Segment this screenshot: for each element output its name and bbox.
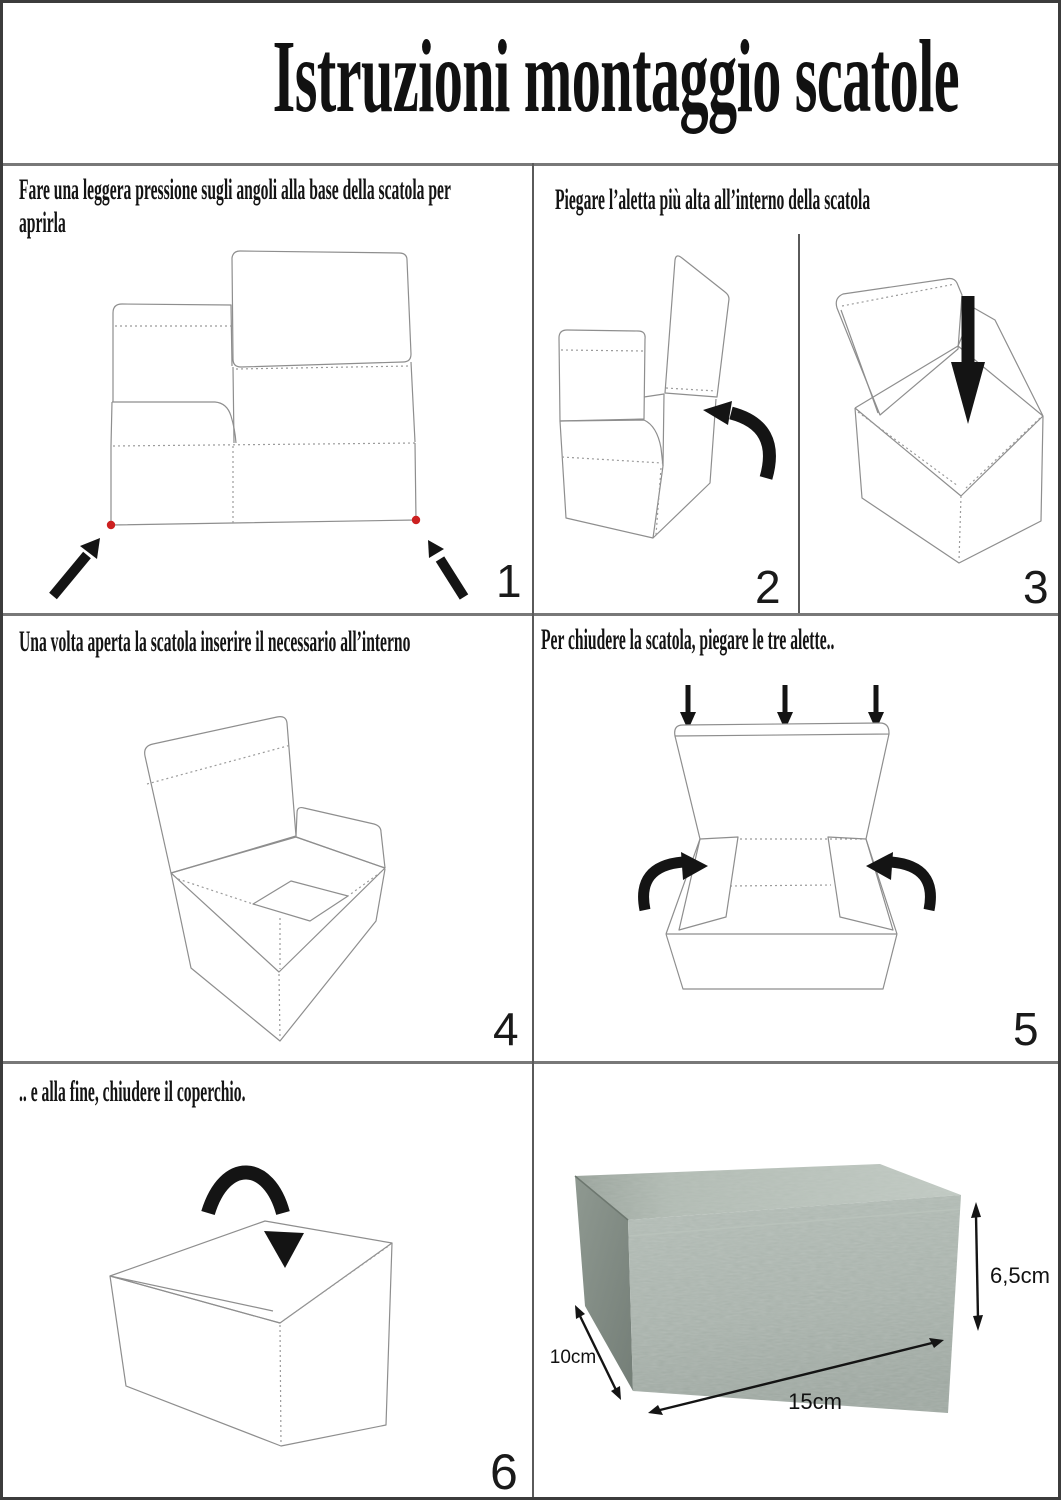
box-photo <box>575 1164 961 1413</box>
step6-close-lid-drawing <box>3 1061 532 1500</box>
step-number: 1 <box>496 555 522 607</box>
box-left-flap <box>113 304 232 402</box>
step1-caption: Fare una leggera pressione sugli angoli alla base della scatola per aprirla <box>19 173 451 239</box>
width-label: 15cm <box>788 1389 842 1414</box>
fold-arrow-icon <box>866 852 930 910</box>
press-arrow-icon <box>53 538 100 596</box>
lid-crease <box>110 1276 280 1323</box>
back-wall <box>675 734 889 839</box>
step2-fold-flap-drawing <box>533 163 798 613</box>
tall-flap <box>665 256 729 397</box>
step-number: 5 <box>1013 1003 1039 1055</box>
box-bottom-band <box>111 443 416 525</box>
step5-fold-three-flaps-drawing <box>533 613 1061 1061</box>
down-arrow-icon <box>777 685 793 730</box>
lid-flap <box>145 717 296 873</box>
step-number: 2 <box>755 561 781 613</box>
step3-push-down-drawing <box>798 163 1061 613</box>
height-label: 6,5cm <box>990 1263 1050 1288</box>
step5-caption: Per chiudere la scatola, piegare le tre alette.. <box>541 623 835 656</box>
box-bottom <box>666 839 897 989</box>
product-photo <box>533 1061 1061 1500</box>
right-side-flap <box>828 837 893 930</box>
page-title <box>3 17 1058 136</box>
red-corner-marker <box>412 516 420 524</box>
step2-caption: Piegare l’aletta più alta all’interno della scatola <box>555 183 871 216</box>
step-number: 6 <box>490 1444 518 1500</box>
step4-open-box-drawing <box>3 613 532 1061</box>
box-lid-panel <box>232 251 411 367</box>
left-side-flap <box>679 837 738 930</box>
step4-caption: Una volta aperta la scatola inserire il necessario all’interno <box>19 625 411 658</box>
fold-arrow-icon <box>644 852 708 910</box>
box-second-flap <box>111 402 236 446</box>
fold-arrow-icon <box>208 1172 304 1268</box>
top-rim-flap <box>675 723 889 736</box>
inner-bottom <box>253 881 348 921</box>
back-right-flap <box>296 808 385 868</box>
box-top-face <box>110 1221 392 1323</box>
down-arrow-icon <box>680 685 696 730</box>
press-arrow-icon <box>428 540 464 597</box>
step-number: 4 <box>493 1003 519 1055</box>
depth-label: 10cm <box>549 1347 597 1368</box>
page-title-text: Istruzioni montaggio scatole <box>272 19 960 134</box>
step-number: 3 <box>1023 561 1049 613</box>
left-flap <box>559 330 645 421</box>
step1-flat-box-drawing <box>3 163 532 613</box>
red-corner-marker <box>107 521 115 529</box>
step6-caption: .. e alla fine, chiudere il coperchio. <box>19 1075 246 1108</box>
big-back-flap <box>836 279 962 416</box>
height-dimension-arrow <box>971 1202 983 1331</box>
